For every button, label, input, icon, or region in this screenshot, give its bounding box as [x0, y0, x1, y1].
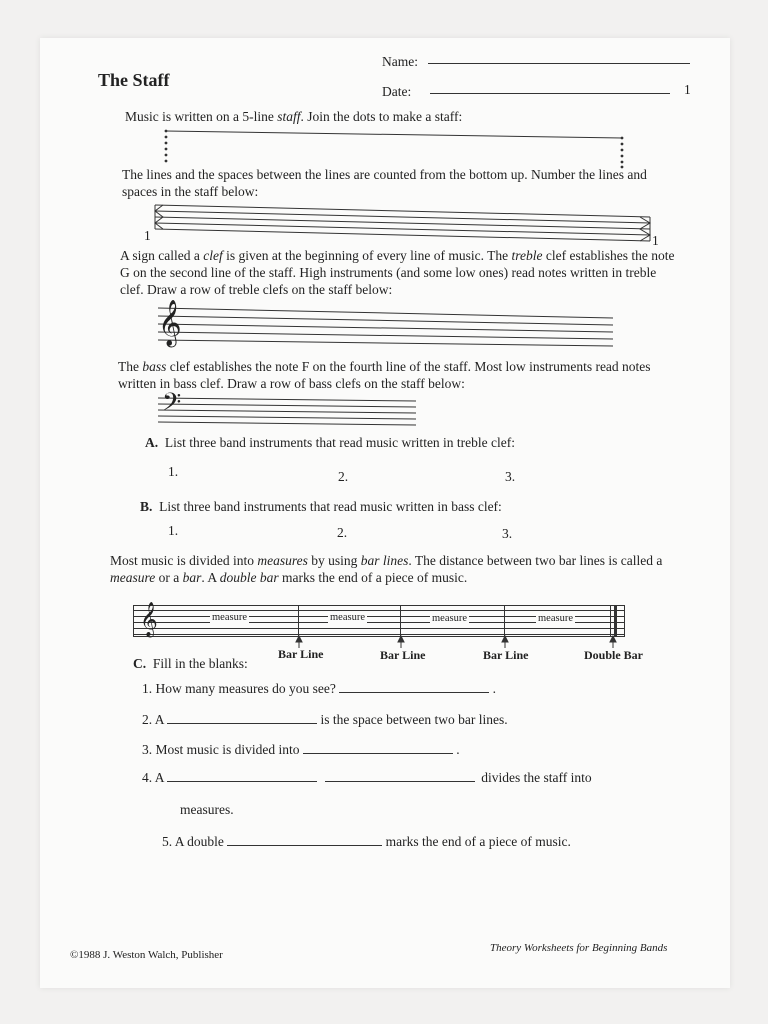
question-b-item-3: 3.	[502, 526, 513, 541]
question-c-5	[162, 833, 571, 850]
section5-line1-c: . The distance between two bar lines is called a	[408, 553, 663, 568]
section5-line2-em2: bar	[182, 570, 202, 585]
question-a-item-3: 3.	[505, 469, 516, 484]
measure-label-4: measure	[538, 613, 573, 624]
staff-number-right: 1	[652, 233, 659, 248]
treble-clef-icon: 𝄞	[158, 300, 182, 346]
question-c-2-blank[interactable]	[167, 723, 317, 724]
page-title: The Staff	[98, 70, 170, 90]
question-c-4-blank-1[interactable]	[167, 781, 317, 782]
question-c-4-text-b: divides the staff into	[481, 770, 592, 785]
question-a-item-1: 1.	[168, 464, 179, 479]
copyright: ©1988 J. Weston Walch, Publisher	[70, 949, 223, 961]
page-number: 1	[684, 82, 691, 97]
section1-text-em: staff	[277, 109, 301, 124]
question-b-item-2: 2.	[337, 525, 348, 540]
section5-line2-a: or a	[155, 570, 183, 585]
question-b-letter: B.	[140, 499, 153, 514]
diagram-treble-clef-icon: 𝄞	[140, 602, 158, 637]
question-c-2-text-a: 2. A	[142, 712, 164, 727]
section4-line2: written in bass clef. Draw a row of bass clefs on the staff below:	[118, 376, 465, 391]
question-c	[133, 655, 248, 672]
section4-line1-a: The	[118, 359, 143, 374]
section3-line2: G on the second line of the staff. High instruments (and some low ones) read notes written in treble	[120, 265, 657, 280]
question-c-1-end: .	[492, 681, 496, 696]
section5-line2-b: . A	[201, 570, 220, 585]
question-c-1-text: 1. How many measures do you see?	[142, 681, 336, 696]
question-c-1	[142, 680, 496, 697]
section5-line1-a: Most music is divided into	[110, 553, 258, 568]
question-c-3-text: 3. Most music is divided into	[142, 742, 300, 757]
question-c-2-text-b: is the space between two bar lines.	[320, 712, 508, 727]
section5-line1-em2: bar lines	[360, 553, 409, 568]
question-b-item-1: 1.	[168, 523, 179, 538]
question-a-text: List three band instruments that read music written in treble clef:	[164, 435, 516, 450]
bass-clef-icon: 𝄢	[162, 388, 182, 423]
question-c-4-continued: measures.	[180, 802, 234, 817]
section3-line3: clef. Draw a row of treble clefs on the staff below:	[120, 282, 393, 297]
question-c-letter: C.	[133, 656, 147, 671]
question-c-3	[142, 741, 460, 758]
section5-line2-c: marks the end of a piece of music.	[278, 570, 468, 585]
question-c-2	[142, 711, 508, 728]
worksheet-page	[40, 38, 730, 988]
section3-line1-c: clef establishes the note	[542, 248, 675, 263]
measure-label-2: measure	[330, 612, 365, 623]
section4-line1-em: bass	[142, 359, 167, 374]
bar-line-label-1: Bar Line	[278, 647, 324, 661]
section5-line2-em3: double bar	[219, 570, 279, 585]
measure-label-1: measure	[212, 612, 247, 623]
date-label: Date:	[382, 84, 412, 99]
section1-text-b: . Join the dots to make a staff:	[300, 109, 463, 124]
question-c-4	[142, 769, 592, 786]
section5-line1-em1: measures	[257, 553, 308, 568]
section4-line1-b: clef establishes the note F on the fourth line of the staff. Most low instruments read notes	[166, 359, 651, 374]
question-c-4-text-a: 4. A	[142, 770, 164, 785]
question-c-3-end: .	[456, 742, 460, 757]
section5-line2-em1: measure	[110, 570, 156, 585]
question-c-1-blank[interactable]	[339, 692, 489, 693]
bar-line-label-3: Bar Line	[483, 648, 529, 662]
question-a-letter: A.	[145, 435, 159, 450]
name-label: Name:	[382, 54, 418, 69]
question-c-3-blank[interactable]	[303, 753, 453, 754]
book-title: Theory Worksheets for Beginning Bands	[490, 942, 668, 954]
question-c-text: Fill in the blanks:	[152, 656, 248, 671]
question-c-5-text-a: 5. A double	[162, 834, 224, 849]
section1-text-a: Music is written on a 5-line	[125, 109, 278, 124]
question-c-5-blank[interactable]	[227, 845, 382, 846]
question-b-text: List three band instruments that read music written in bass clef:	[159, 499, 502, 514]
section5-line1-b: by using	[307, 553, 361, 568]
section3-line1-a: A sign called a	[120, 248, 204, 263]
staff-number-left: 1	[144, 228, 151, 243]
measure-label-3: measure	[432, 613, 467, 624]
double-bar-label: Double Bar	[584, 648, 644, 662]
question-c-5-text-b: marks the end of a piece of music.	[385, 834, 571, 849]
bar-line-label-2: Bar Line	[380, 648, 426, 662]
section2-text: The lines and the spaces between the lines are counted from the bottom up. Number the lines and spaces in the staff below:	[122, 167, 647, 199]
question-c-4-blank-2[interactable]	[325, 781, 475, 782]
section3-line1-em1: clef	[203, 248, 223, 263]
question-a-item-2: 2.	[338, 469, 349, 484]
section3-line1-b: is given at the beginning of every line of music. The	[222, 248, 512, 263]
section3-line1-em2: treble	[511, 248, 543, 263]
